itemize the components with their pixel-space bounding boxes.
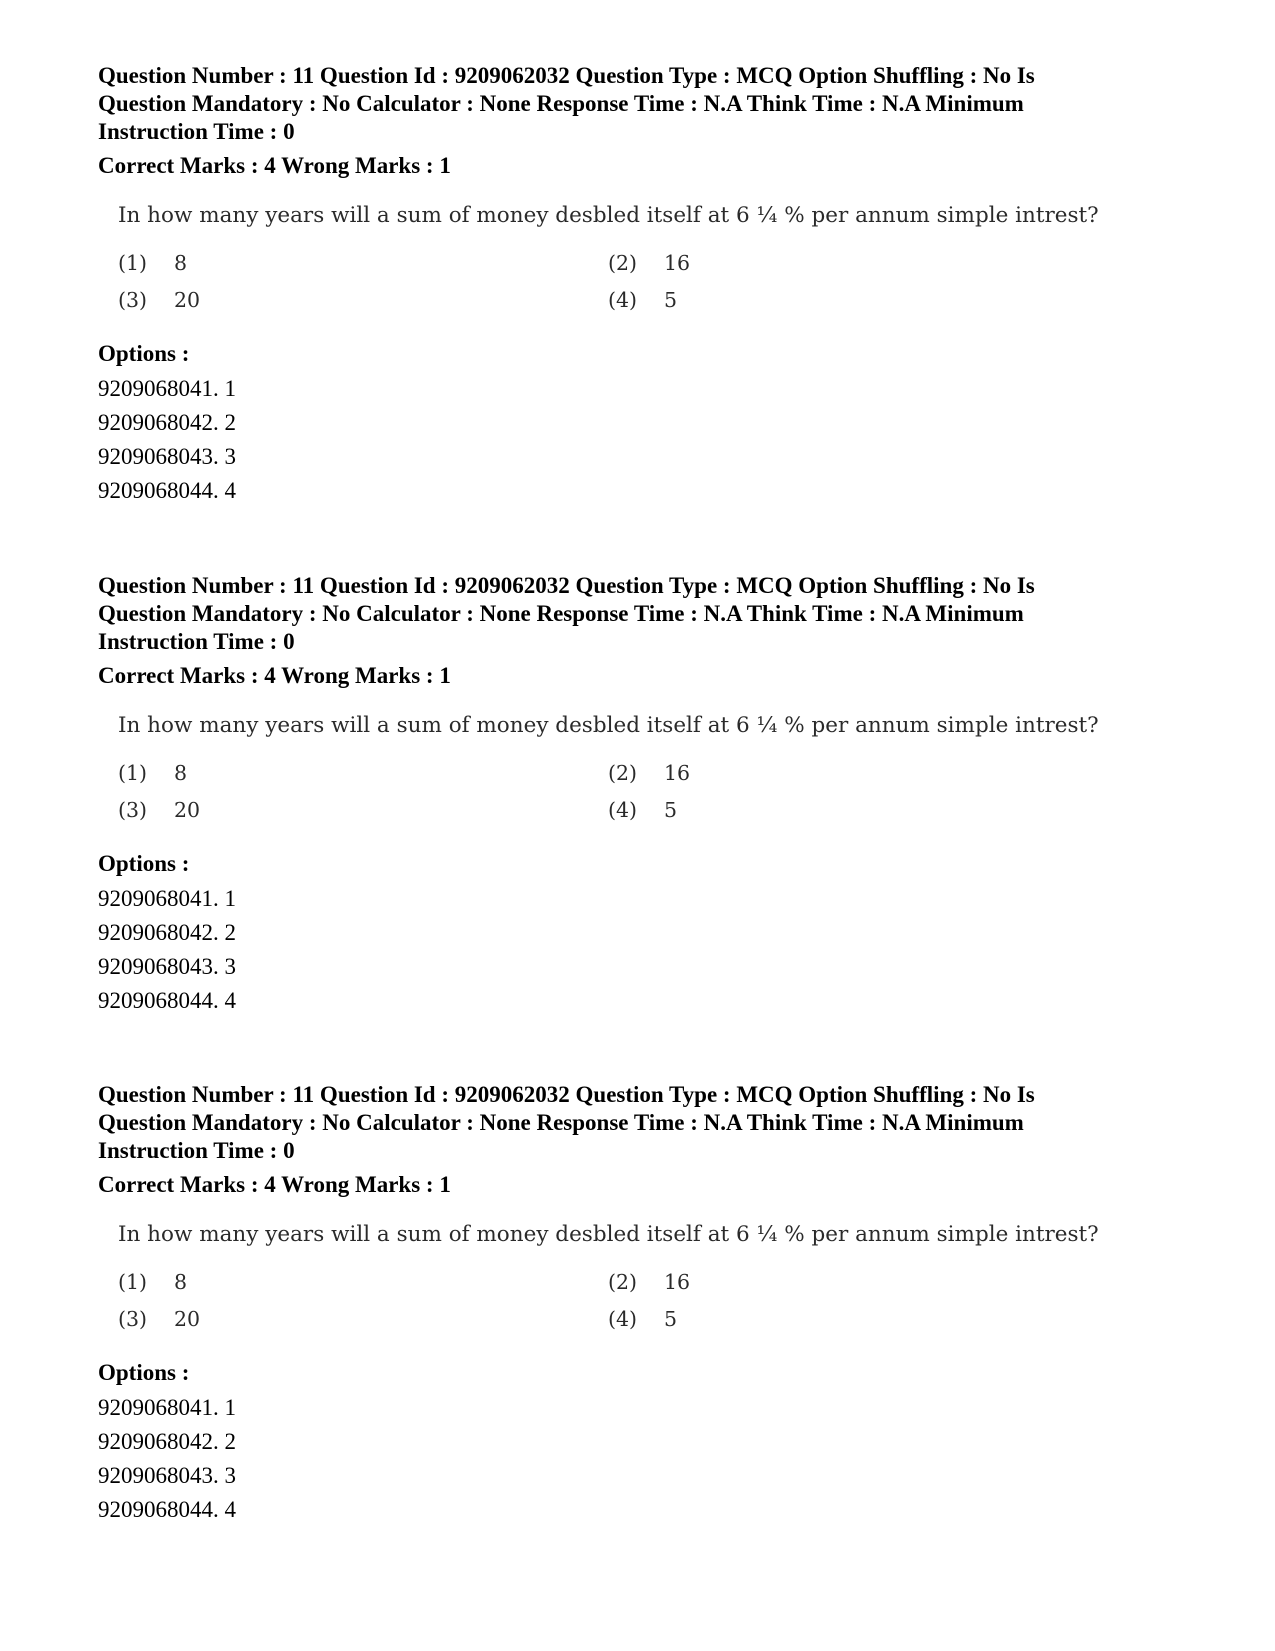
metadata-line: Question Mandatory : No Calculator : None Response Time : N.A Think Time : N.A Minimum: [98, 601, 1024, 626]
choice-value: 5: [664, 798, 678, 822]
options-heading: Options :: [98, 341, 190, 366]
options-heading: Options :: [98, 1360, 190, 1385]
question-stem-image: [98, 712, 1178, 842]
marks-line: Correct Marks : 4 Wrong Marks : 1: [98, 663, 451, 688]
metadata-line: Question Mandatory : No Calculator : None Response Time : N.A Think Time : N.A Minimum: [98, 1110, 1024, 1135]
choice-number: (4): [608, 1307, 638, 1331]
answer-choice: [608, 1306, 677, 1332]
option-item: 9209068041. 1: [98, 1395, 236, 1420]
option-list: [98, 372, 1178, 508]
answer-choice: [608, 287, 677, 313]
question-stem: In how many years will a sum of money desbled itself at 6 ¼ % per annum simple intrest?: [118, 1222, 1099, 1247]
metadata-line: Question Number : 11 Question Id : 9209062032 Question Type : MCQ Option Shuffling : No Is: [98, 63, 1035, 88]
metadata-line: Instruction Time : 0: [98, 119, 295, 144]
choice-value: 8: [174, 251, 188, 275]
choice-value: 20: [174, 798, 201, 822]
metadata-line: Question Number : 11 Question Id : 9209062032 Question Type : MCQ Option Shuffling : No Is: [98, 1082, 1035, 1107]
answer-choice: [118, 250, 187, 276]
answer-choice: [608, 1269, 690, 1295]
choice-value: 20: [174, 1307, 201, 1331]
choice-number: (1): [118, 761, 148, 785]
option-item: 9209068042. 2: [98, 920, 236, 945]
answer-choice: [118, 760, 187, 786]
question-block: [98, 1081, 1178, 1527]
choice-value: 20: [174, 288, 201, 312]
question-stem-image: [98, 1221, 1178, 1351]
question-block: [98, 572, 1178, 1018]
option-item: 9209068041. 1: [98, 886, 236, 911]
metadata-line: Instruction Time : 0: [98, 629, 295, 654]
choice-value: 8: [174, 1270, 188, 1294]
question-stem: In how many years will a sum of money desbled itself at 6 ¼ % per annum simple intrest?: [118, 713, 1099, 738]
answer-choice: [118, 1269, 187, 1295]
question-metadata: [98, 62, 1178, 146]
choice-number: (3): [118, 1307, 148, 1331]
option-item: 9209068042. 2: [98, 410, 236, 435]
answer-choice: [118, 287, 200, 313]
choice-value: 16: [664, 251, 691, 275]
choice-number: (2): [608, 761, 638, 785]
answer-choice: [118, 797, 200, 823]
metadata-line: Question Number : 11 Question Id : 9209062032 Question Type : MCQ Option Shuffling : No Is: [98, 573, 1035, 598]
choice-number: (1): [118, 251, 148, 275]
choice-value: 8: [174, 761, 188, 785]
answer-choice: [608, 250, 690, 276]
choice-number: (3): [118, 288, 148, 312]
marks-line: Correct Marks : 4 Wrong Marks : 1: [98, 153, 451, 178]
choice-value: 5: [664, 1307, 678, 1331]
choice-number: (4): [608, 798, 638, 822]
answer-choice: [608, 797, 677, 823]
option-item: 9209068044. 4: [98, 478, 236, 503]
choice-value: 5: [664, 288, 678, 312]
metadata-line: Question Mandatory : No Calculator : None Response Time : N.A Think Time : N.A Minimum: [98, 91, 1024, 116]
option-item: 9209068043. 3: [98, 954, 236, 979]
choice-number: (3): [118, 798, 148, 822]
options-heading: Options :: [98, 851, 190, 876]
question-block: [98, 62, 1178, 508]
question-metadata: [98, 1081, 1178, 1165]
option-list: [98, 882, 1178, 1018]
option-item: 9209068043. 3: [98, 444, 236, 469]
option-item: 9209068041. 1: [98, 376, 236, 401]
choice-value: 16: [664, 1270, 691, 1294]
option-list: [98, 1391, 1178, 1527]
choice-value: 16: [664, 761, 691, 785]
choice-number: (2): [608, 1270, 638, 1294]
question-stem-image: [98, 202, 1178, 332]
metadata-line: Instruction Time : 0: [98, 1138, 295, 1163]
choice-number: (1): [118, 1270, 148, 1294]
choice-number: (2): [608, 251, 638, 275]
answer-choice: [118, 1306, 200, 1332]
choice-number: (4): [608, 288, 638, 312]
question-metadata: [98, 572, 1178, 656]
question-stem: In how many years will a sum of money desbled itself at 6 ¼ % per annum simple intrest?: [118, 203, 1099, 228]
marks-line: Correct Marks : 4 Wrong Marks : 1: [98, 1172, 451, 1197]
option-item: 9209068044. 4: [98, 988, 236, 1013]
option-item: 9209068042. 2: [98, 1429, 236, 1454]
option-item: 9209068043. 3: [98, 1463, 236, 1488]
answer-choice: [608, 760, 690, 786]
option-item: 9209068044. 4: [98, 1497, 236, 1522]
